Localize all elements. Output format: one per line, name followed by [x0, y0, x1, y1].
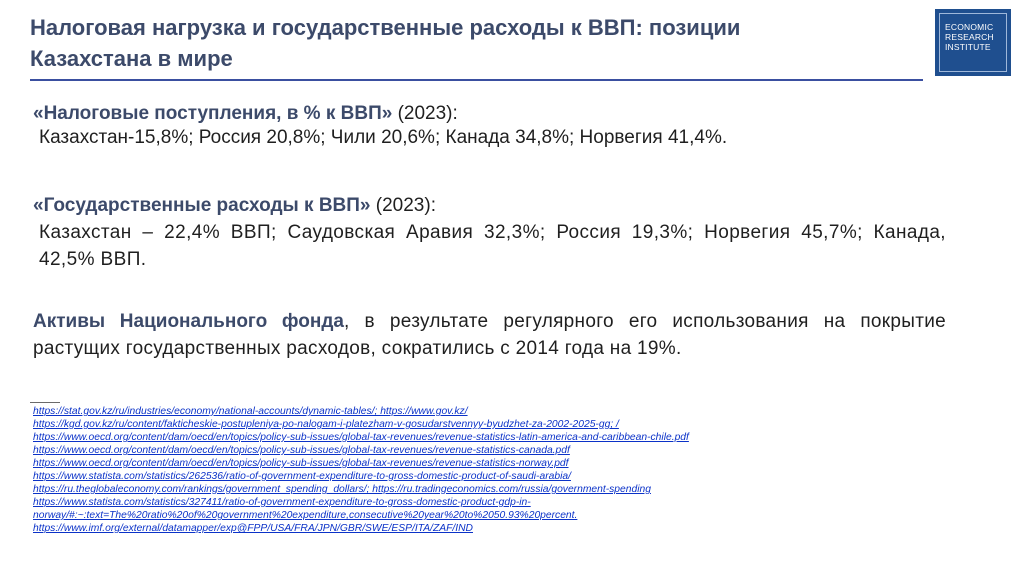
- national-fund-text: , в результате регулярного его использования на покрытие растущих государственных расходов, сократились с 2014 года на 19%.: [33, 311, 947, 359]
- gov-spending-year: (2023):: [370, 195, 436, 216]
- source-link[interactable]: https://www.oecd.org/content/dam/oecd/en/topics/policy-sub-issues/global-tax-revenues/revenue-statistics-latin-america-and-caribbean-chile.pdf: [33, 432, 689, 443]
- sources-divider: [30, 402, 60, 403]
- tax-revenue-year: (2023):: [392, 103, 458, 124]
- source-link[interactable]: https://kgd.gov.kz/ru/content/fakticheskie-postupleniya-po-nalogam-i-platezham-v-gosudarstvennyy-byudzhet-za-2002-2025-gg; /: [33, 419, 619, 430]
- gov-spending-text: Казахстан – 22,4% ВВП; Саудовская Аравия 32,3%; Россия 19,3%; Норвегия 45,7%; Канада, 42,5% ВВП.: [39, 222, 946, 270]
- gov-spending-heading-row: [33, 192, 946, 219]
- tax-revenue-text: Казахстан-15,8%; Россия 20,8%; Чили 20,6%; Канада 34,8%; Норвегия 41,4%.: [39, 127, 728, 148]
- logo-frame: [939, 13, 1007, 72]
- slide-title-line1: Налоговая нагрузка и государственные расходы к ВВП: позиции: [30, 15, 741, 40]
- slide-title-line2: Казахстана в мире: [30, 46, 233, 71]
- source-link[interactable]: https://www.oecd.org/content/dam/oecd/en/topics/policy-sub-issues/global-tax-revenues/revenue-statistics-canada.pdf: [33, 445, 570, 456]
- gov-spending-block: [33, 192, 946, 273]
- sources-list: [33, 405, 933, 535]
- logo-text-line2: RESEARCH: [945, 32, 994, 42]
- gov-spending-heading: «Государственные расходы к ВВП»: [33, 195, 371, 216]
- slide-title: [30, 12, 910, 74]
- logo-text-line1: ECONOMIC: [945, 22, 994, 32]
- source-link[interactable]: https://www.imf.org/external/datamapper/exp@FPP/USA/FRA/JPN/GBR/SWE/ESP/ITA/ZAF/IND: [33, 523, 473, 534]
- tax-revenue-block: [33, 102, 946, 150]
- source-link[interactable]: https://ru.theglobaleconomy.com/rankings/government_spending_dollars/; https://ru.tradingeconomics.com/russia/government-spending: [33, 484, 651, 495]
- logo-text-line3: INSTITUTE: [945, 42, 991, 52]
- institute-logo: [935, 9, 1011, 76]
- source-link[interactable]: norway/#:~:text=The%20ratio%20of%20government%20expenditure,consecutive%20year%20to%2050.93%20percent.: [33, 510, 578, 521]
- source-link[interactable]: https://www.oecd.org/content/dam/oecd/en/topics/policy-sub-issues/global-tax-revenues/revenue-statistics-norway.pdf: [33, 458, 569, 469]
- source-link[interactable]: https://www.statista.com/statistics/262536/ratio-of-government-expenditure-to-gross-domestic-product-of-saudi-arabia/: [33, 471, 571, 482]
- tax-revenue-heading-row: [33, 102, 946, 126]
- national-fund-heading: Активы Национального фонда: [33, 311, 344, 332]
- source-link[interactable]: https://www.statista.com/statistics/327411/ratio-of-government-expenditure-to-gross-domestic-product-gdp-in-: [33, 497, 531, 508]
- national-fund-block: [33, 308, 946, 362]
- tax-revenue-heading: «Налоговые поступления, в % к ВВП»: [33, 103, 393, 124]
- source-link[interactable]: https://stat.gov.kz/ru/industries/economy/national-accounts/dynamic-tables/; https://www.gov.kz/: [33, 406, 468, 417]
- title-divider: [30, 79, 923, 81]
